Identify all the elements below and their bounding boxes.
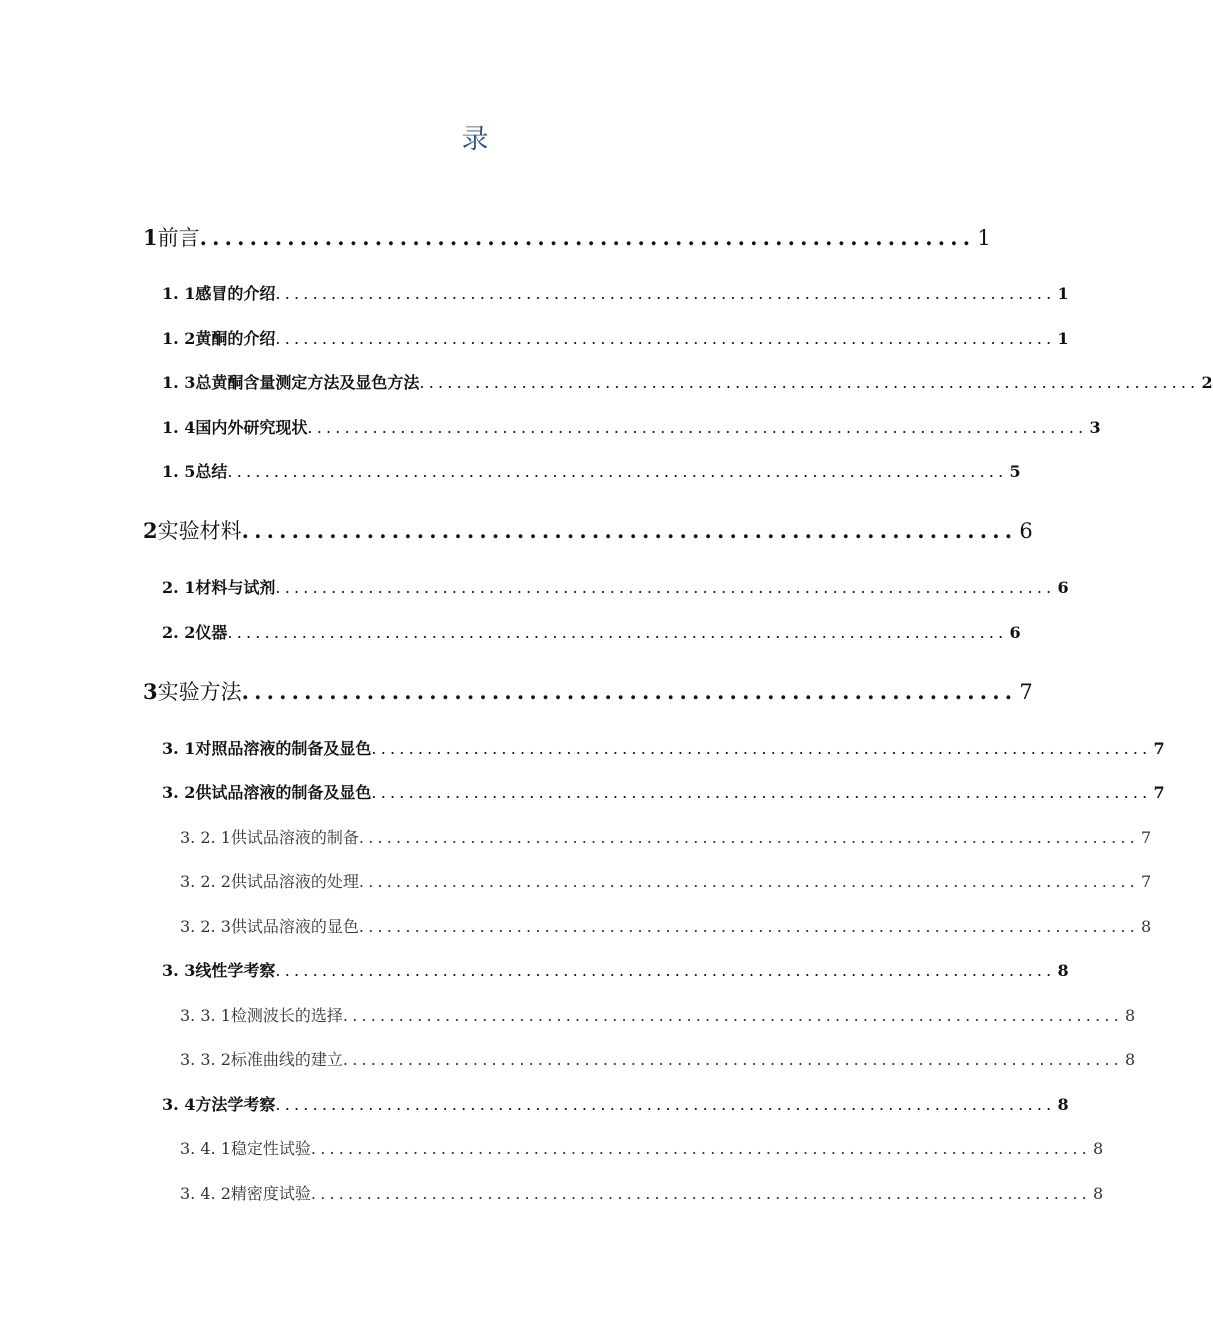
- dot-leader: ....................................................................................: [371, 783, 1152, 802]
- toc-entry-page-number: 7: [1019, 680, 1033, 704]
- toc-entry-number: 1. 2: [162, 329, 196, 348]
- toc-entry-title: 稳定性试验: [230, 1139, 311, 1158]
- dot-leader: ....................................................................................: [342, 1050, 1123, 1069]
- toc-entry-2[interactable]: [143, 515, 1033, 545]
- toc-entry-page-number: 7: [1140, 828, 1152, 847]
- toc-entry-title: 供试品溶液的处理: [230, 872, 359, 891]
- toc-entry-number: 3. 3. 1: [180, 1006, 231, 1025]
- toc-entry-2-2[interactable]: [162, 620, 1021, 644]
- dot-leader: ....................................................................................: [358, 872, 1139, 891]
- dot-leader: ....................................................................................: [358, 828, 1139, 847]
- toc-entry-3-4-1[interactable]: [180, 1136, 1104, 1160]
- dot-leader: ....................................................................................: [275, 329, 1056, 348]
- toc-entry-3-4[interactable]: [162, 1092, 1069, 1116]
- toc-entry-number: 3. 2. 3: [180, 917, 231, 936]
- toc-entry-2-1[interactable]: [162, 575, 1069, 599]
- toc-entry-number: 1. 1: [162, 284, 196, 303]
- toc-entry-number: 3: [143, 679, 158, 704]
- toc-entry-1-3[interactable]: [162, 370, 1213, 394]
- toc-entry-title: 对照品溶液的制备及显色: [195, 739, 372, 758]
- dot-leader: ....................................................................................: [275, 284, 1056, 303]
- toc-entry-title: 实验方法: [157, 680, 242, 704]
- dot-leader: ..............................................................: [241, 679, 1018, 704]
- toc-entry-title: 前言: [157, 226, 200, 250]
- toc-entry-title: 实验材料: [157, 519, 242, 543]
- dot-leader: ....................................................................................: [310, 1139, 1091, 1158]
- toc-entry-3-2-3[interactable]: [180, 914, 1152, 938]
- toc-entry-number: 3. 4. 2: [180, 1184, 231, 1203]
- toc-entry-number: 2. 1: [162, 578, 196, 597]
- toc-entry-number: 1. 5: [162, 462, 196, 481]
- toc-entry-title: 供试品溶液的制备: [230, 828, 359, 847]
- toc-entry-3-2-2[interactable]: [180, 869, 1152, 893]
- toc-entry-number: 3. 4: [162, 1095, 196, 1114]
- toc-entry-title: 标准曲线的建立: [230, 1050, 343, 1069]
- toc-entry-page-number: 1: [977, 226, 991, 250]
- toc-entry-title: 总黄酮含量测定方法及显色方法: [195, 373, 420, 392]
- dot-leader: ....................................................................................: [275, 961, 1056, 980]
- toc-entry-number: 3. 2. 1: [180, 828, 231, 847]
- toc-entry-page-number: 1: [1057, 329, 1069, 348]
- toc-entry-title: 线性学考察: [195, 961, 276, 980]
- dot-leader: ....................................................................................: [275, 578, 1056, 597]
- toc-entry-number: 3. 2: [162, 783, 196, 802]
- toc-entry-number: 2: [143, 518, 158, 543]
- toc-entry-3-4-2[interactable]: [180, 1181, 1104, 1205]
- toc-entry-page-number: 8: [1124, 1050, 1136, 1069]
- toc-entry-1[interactable]: [143, 222, 991, 252]
- toc-entry-3-1[interactable]: [162, 736, 1165, 760]
- toc-entry-number: 1. 3: [162, 373, 196, 392]
- toc-entry-page-number: 7: [1140, 872, 1152, 891]
- dot-leader: ....................................................................................: [371, 739, 1152, 758]
- dot-leader: ....................................................................................: [342, 1006, 1123, 1025]
- toc-entry-3-3[interactable]: [162, 958, 1069, 982]
- toc-entry-number: 1: [143, 225, 158, 250]
- toc-entry-title: 仪器: [195, 623, 228, 642]
- toc-entry-page-number: 7: [1153, 739, 1165, 758]
- toc-entry-1-4[interactable]: [162, 415, 1101, 439]
- toc-entry-number: 3. 3. 2: [180, 1050, 231, 1069]
- toc-entry-page-number: 3: [1089, 418, 1101, 437]
- toc-entry-page-number: 2: [1201, 373, 1213, 392]
- page-title: 录: [461, 124, 489, 155]
- toc-entry-3-2-1[interactable]: [180, 825, 1152, 849]
- toc-entry-number: 2. 2: [162, 623, 196, 642]
- toc-entry-title: 检测波长的选择: [230, 1006, 343, 1025]
- toc-entry-number: 1. 4: [162, 418, 196, 437]
- toc-entry-page-number: 8: [1057, 1095, 1069, 1114]
- toc-entry-number: 3. 3: [162, 961, 196, 980]
- toc-entry-title: 感冒的介绍: [195, 284, 276, 303]
- toc-entry-number: 3. 2. 2: [180, 872, 231, 891]
- toc-entry-3-3-2[interactable]: [180, 1047, 1136, 1071]
- toc-entry-page-number: 8: [1140, 917, 1152, 936]
- dot-leader: ....................................................................................: [358, 917, 1139, 936]
- toc-entry-3[interactable]: [143, 676, 1033, 706]
- dot-leader: ....................................................................................: [227, 462, 1008, 481]
- toc-entry-page-number: 6: [1019, 519, 1033, 543]
- toc-entry-title: 方法学考察: [195, 1095, 276, 1114]
- toc-entry-title: 总结: [195, 462, 228, 481]
- toc-entry-3-2[interactable]: [162, 780, 1165, 804]
- toc-entry-title: 精密度试验: [230, 1184, 311, 1203]
- toc-entry-title: 材料与试剂: [195, 578, 276, 597]
- toc-entry-page-number: 7: [1153, 783, 1165, 802]
- toc-entry-page-number: 8: [1057, 961, 1069, 980]
- toc-entry-title: 供试品溶液的制备及显色: [195, 783, 372, 802]
- toc-entry-page-number: 8: [1092, 1139, 1104, 1158]
- toc-entry-1-2[interactable]: [162, 326, 1069, 350]
- dot-leader: ....................................................................................: [310, 1184, 1091, 1203]
- dot-leader: ....................................................................................: [227, 623, 1008, 642]
- toc-entry-page-number: 8: [1092, 1184, 1104, 1203]
- dot-leader: ....................................................................................: [275, 1095, 1056, 1114]
- toc-entry-number: 3. 1: [162, 739, 196, 758]
- dot-leader: ....................................................................................: [419, 373, 1200, 392]
- dot-leader: ..............................................................: [241, 518, 1018, 543]
- toc-entry-1-1[interactable]: [162, 281, 1069, 305]
- toc-entry-page-number: 6: [1057, 578, 1069, 597]
- dot-leader: ....................................................................................: [307, 418, 1088, 437]
- toc-entry-number: 3. 4. 1: [180, 1139, 231, 1158]
- toc-entry-page-number: 1: [1057, 284, 1069, 303]
- toc-entry-title: 国内外研究现状: [195, 418, 308, 437]
- dot-leader: ..............................................................: [199, 225, 976, 250]
- toc-entry-title: 供试品溶液的显色: [230, 917, 359, 936]
- toc-entry-page-number: 5: [1009, 462, 1021, 481]
- toc-entry-title: 黄酮的介绍: [195, 329, 276, 348]
- toc-entry-1-5[interactable]: [162, 459, 1021, 483]
- toc-entry-3-3-1[interactable]: [180, 1003, 1136, 1027]
- toc-entry-page-number: 6: [1009, 623, 1021, 642]
- toc-entry-page-number: 8: [1124, 1006, 1136, 1025]
